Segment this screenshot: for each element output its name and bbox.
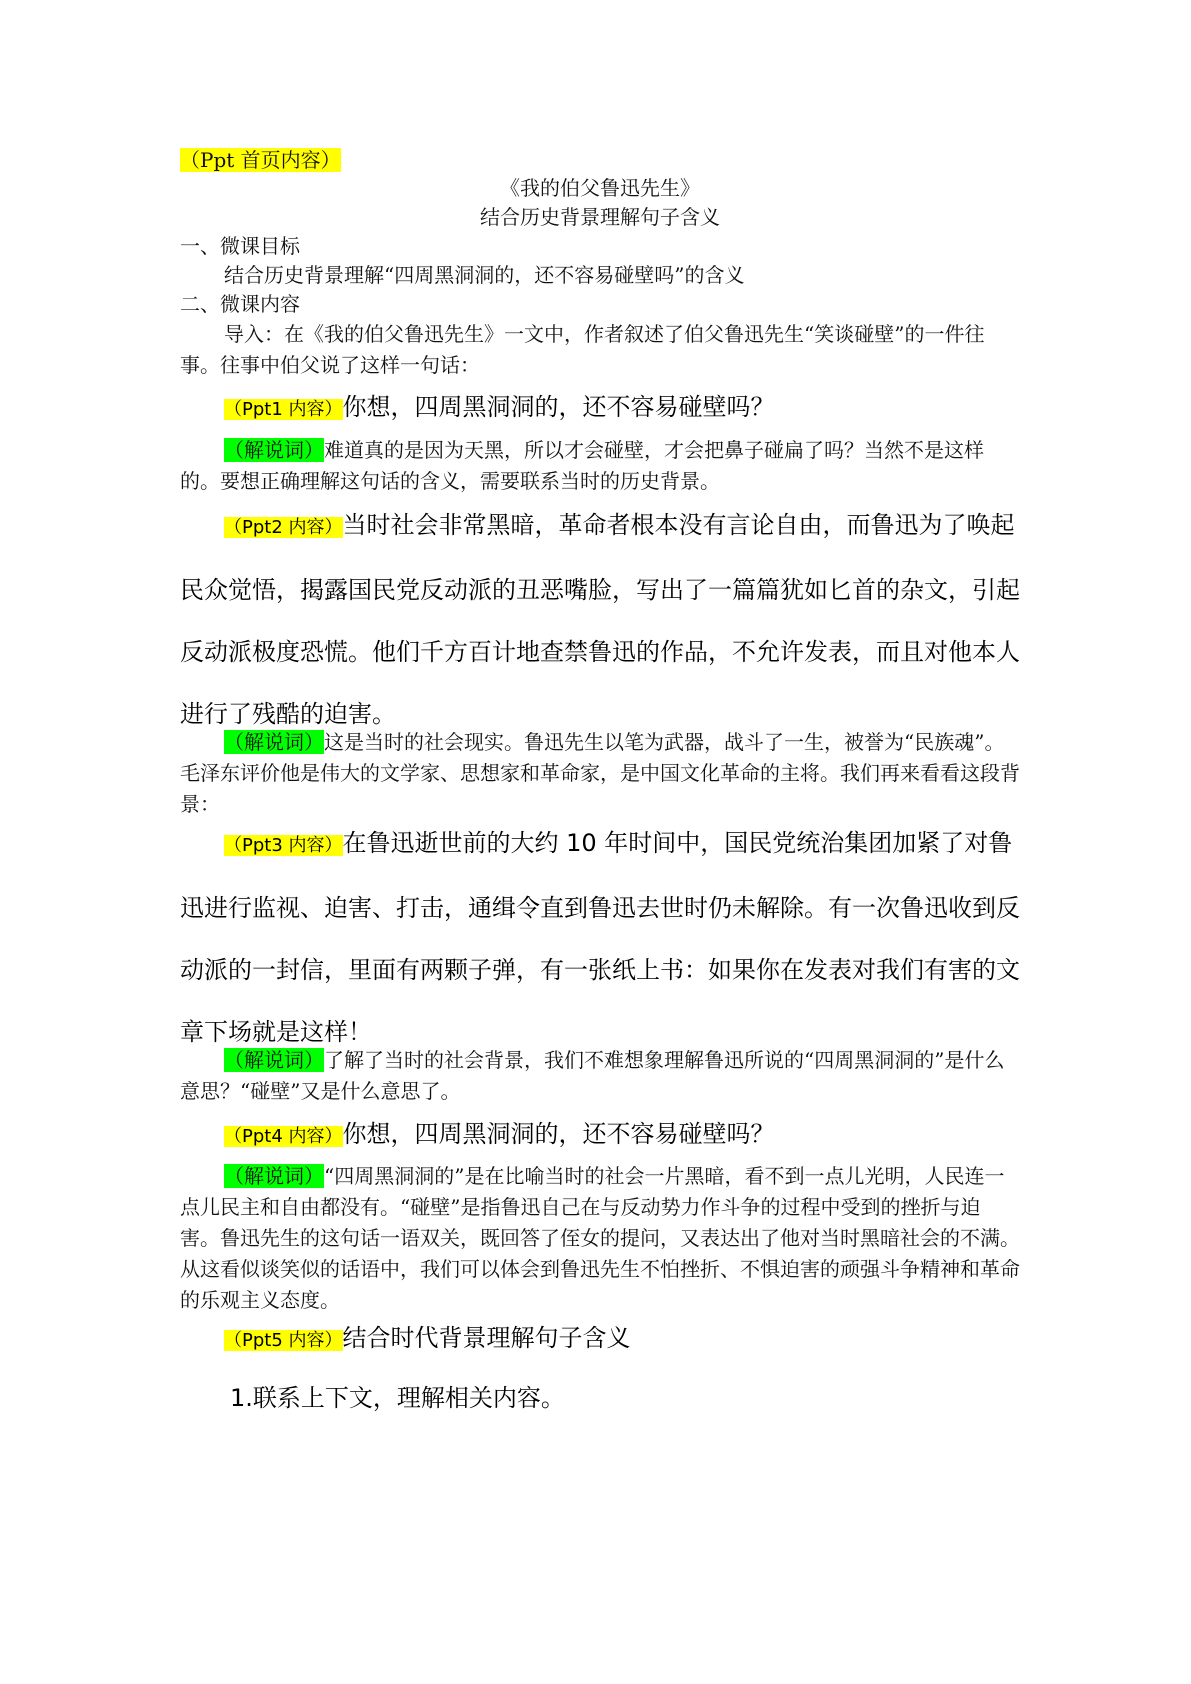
ppt4-text: 你想，四周黑洞洞的，还不容易碰壁吗？ xyxy=(342,1120,775,1148)
ppt3-tag: （Ppt3 内容） xyxy=(224,835,343,856)
narration3-tag: （解说词） xyxy=(224,1048,324,1072)
ppt5-tag: （Ppt5 内容） xyxy=(224,1330,343,1351)
ppt1-tag: （Ppt1 内容） xyxy=(224,399,343,420)
ppt4-paragraph xyxy=(180,1118,1020,1153)
narration2-paragraph xyxy=(180,727,1020,820)
ppt3-paragraph xyxy=(180,812,1020,1063)
section2-intro: 导入：在《我的伯父鲁迅先生》一文中，作者叙述了伯父鲁迅先生“笑谈碰壁”的一件往事。往事中伯父说了这样一句话： xyxy=(180,322,985,377)
narration1-paragraph xyxy=(180,435,1020,497)
section1-goal: 结合历史背景理解“四周黑洞洞的，还不容易碰壁吗”的含义 xyxy=(224,263,745,287)
ppt2-text: 当时社会非常黑暗，革命者根本没有言论自由，而鲁迅为了唤起民众觉悟，揭露国民党反动派的丑恶嘴脸，写出了一篇篇犹如匕首的杂文，引起反动派极度恐慌。他们千方百计地查禁鲁迅的作品，不允许发表，而且对他本人进行了残酷的迫害。 xyxy=(180,511,1020,728)
ppt5-text: 结合时代背景理解句子含义 xyxy=(342,1324,631,1352)
section1-heading: 一、微课目标 xyxy=(180,234,300,258)
narration1-tag: （解说词） xyxy=(224,438,324,462)
section2-heading: 二、微课内容 xyxy=(180,292,300,316)
narration3-text: 了解了当时的社会背景，我们不难想象理解鲁迅所说的“四周黑洞洞的”是什么意思？“碰壁”又是什么意思了。 xyxy=(180,1048,1005,1103)
narration2-tag: （解说词） xyxy=(224,730,324,754)
ppt2-paragraph xyxy=(180,494,1020,745)
narration2-text: 这是当时的社会现实。鲁迅先生以笔为武器，战斗了一生，被誉为“民族魂”。毛泽东评价他是伟大的文学家、思想家和革命家，是中国文化革命的主将。我们再来看看这段背景： xyxy=(180,730,1020,816)
list-item-1: 1.联系上下文，理解相关内容。 xyxy=(230,1384,565,1412)
ppt-home-tag: （Ppt 首页内容） xyxy=(180,148,341,172)
narration4-tag: （解说词） xyxy=(224,1164,324,1188)
ppt3-text: 在鲁迅逝世前的大约 10 年时间中，国民党统治集团加紧了对鲁迅进行监视、迫害、打击，通缉令直到鲁迅去世时仍未解除。有一次鲁迅收到反动派的一封信，里面有两颗子弹，有一张纸上书：如果你在发表对我们有害的文章下场就是这样！ xyxy=(180,829,1020,1046)
narration4-paragraph xyxy=(180,1161,1020,1316)
doc-subtitle: 结合历史背景理解句子含义 xyxy=(480,205,720,229)
ppt1-paragraph xyxy=(180,391,1020,426)
ppt5-paragraph xyxy=(180,1322,1020,1357)
narration3-paragraph xyxy=(180,1045,1020,1107)
ppt4-tag: （Ppt4 内容） xyxy=(224,1126,343,1147)
ppt2-tag: （Ppt2 内容） xyxy=(224,517,343,538)
ppt1-text: 你想，四周黑洞洞的，还不容易碰壁吗？ xyxy=(342,393,775,421)
narration4-text: “四周黑洞洞的”是在比喻当时的社会一片黑暗，看不到一点儿光明，人民连一点儿民主和自由都没有。“碰壁”是指鲁迅自己在与反动势力作斗争的过程中受到的挫折与迫害。鲁迅先生的这句话一语双关，既回答了侄女的提问，又表达出了他对当时黑暗社会的不满。从这看似谈笑似的话语中，我们可以体会到鲁迅先生不怕挫折、不惧迫害的顽强斗争精神和革命的乐观主义态度。 xyxy=(180,1164,1020,1312)
ppt-home-tag-line xyxy=(180,145,1020,176)
narration1-text: 难道真的是因为天黑，所以才会碰壁，才会把鼻子碰扁了吗？当然不是这样的。要想正确理解这句话的含义，需要联系当时的历史背景。 xyxy=(180,438,984,493)
doc-title: 《我的伯父鲁迅先生》 xyxy=(500,176,700,200)
